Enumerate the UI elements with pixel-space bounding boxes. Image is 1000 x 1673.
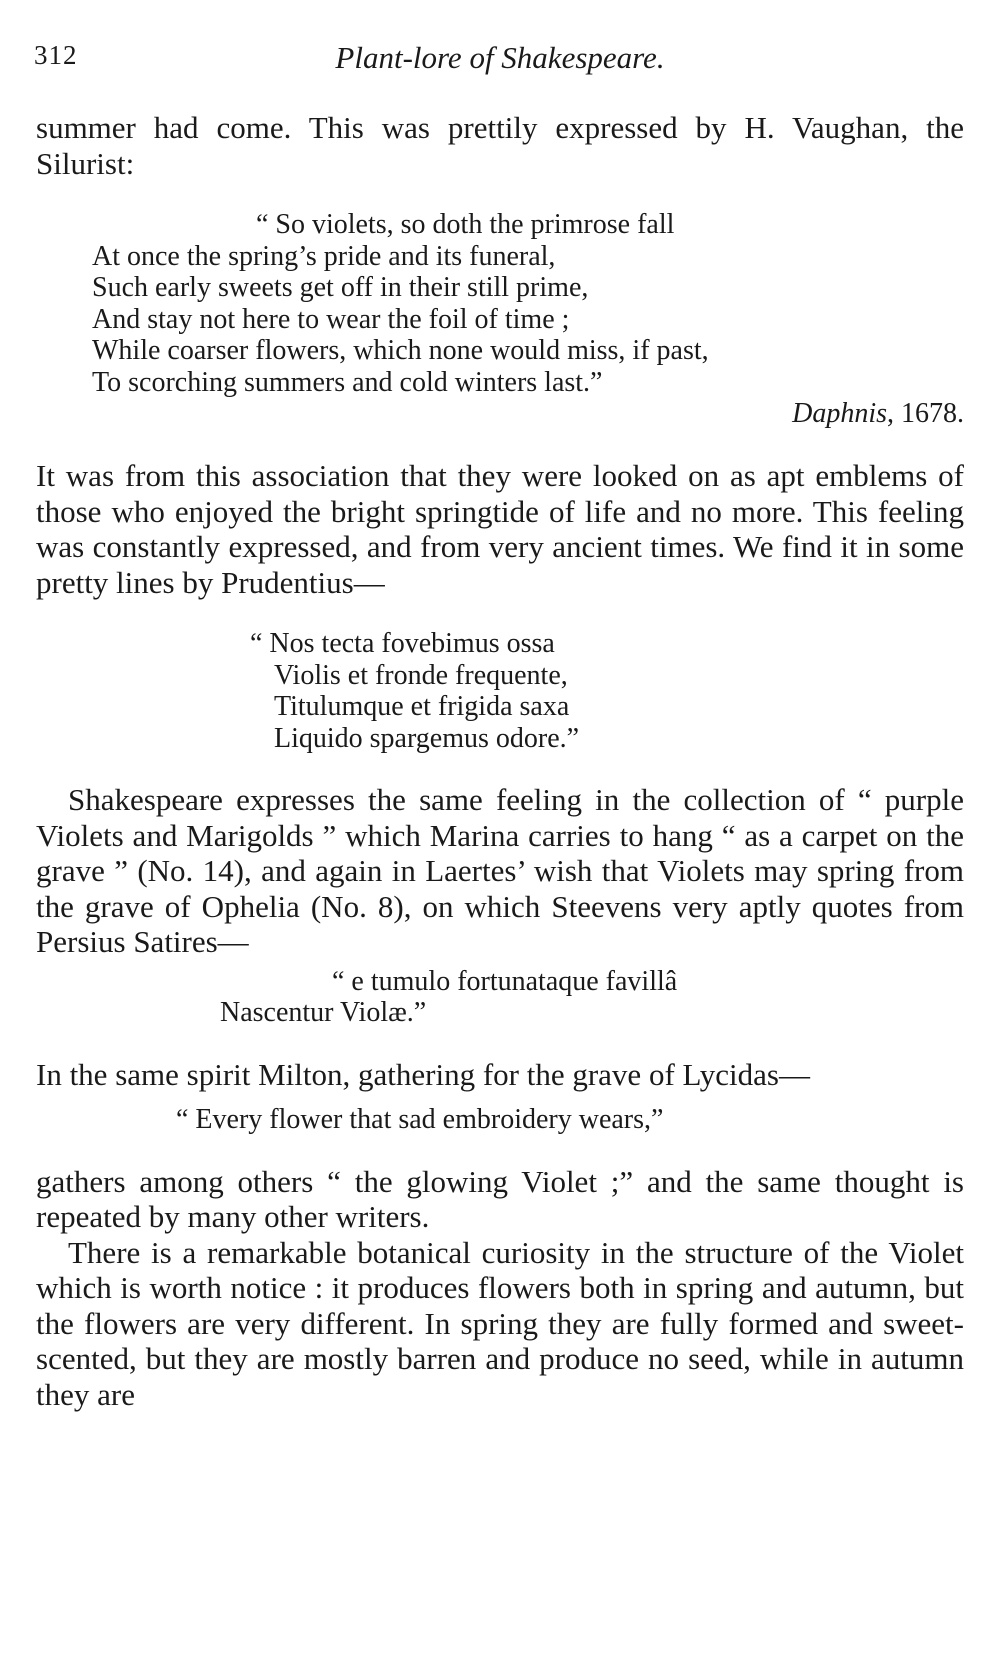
quote-line: “ Every flower that sad embroidery wears,” (176, 1104, 664, 1135)
paragraph-6: There is a remarkable botanical curiosity in the structure of the Violet which is worth notice : it produces flowers both in spring and autumn, but the flowers are very different. In spring they are fully formed and sweet-scented, but they are mostly barren and produce no seed, while in autumn they are (36, 1234, 964, 1412)
poem-line: While coarser flowers, which none would miss, if past, (92, 335, 709, 366)
poem-line: Such early sweets get off in their still prime, (92, 272, 589, 303)
poem-line: To scorching summers and cold winters last.” (92, 366, 603, 398)
page-number: 312 (34, 40, 78, 70)
vaughan-poem (36, 209, 964, 398)
attribution-year: , 1678. (887, 398, 964, 429)
quote-line: “ e tumulo fortunataque favillâ (332, 965, 678, 997)
persius-quote (36, 966, 964, 1029)
attribution-title: Daphnis (792, 398, 887, 429)
poem-line: And stay not here to wear the foil of time ; (92, 303, 570, 335)
page-body (36, 110, 964, 1412)
paragraph-3: Shakespeare expresses the same feeling in the collection of “ purple Violets and Marigolds ” which Marina carries to hang “ as a carpet on the grave ” (No. 14), and again in Laertes’ wish that Violets may spring from the grave of Ophelia (No. 8), on which Steevens very aptly quotes from Persius Satires— (36, 782, 964, 959)
prudentius-poem (36, 628, 964, 754)
poem-line: Violis et fronde frequente, (274, 659, 568, 691)
poem-line: “ So violets, so doth the primrose fall (256, 209, 675, 240)
paragraph-5: gathers among others “ the glowing Violet ;” and the same thought is repeated by many other writers. (36, 1163, 964, 1234)
quote-line: Nascentur Violæ.” (220, 997, 427, 1028)
paragraph-4: In the same spirit Milton, gathering for the grave of Lycidas— (36, 1056, 810, 1092)
poem-line: Titulumque et frigida saxa (274, 691, 570, 722)
poem-attribution (36, 398, 964, 430)
page-header (34, 40, 966, 80)
milton-quote (36, 1104, 964, 1136)
poem-line: At once the spring’s pride and its funeral, (92, 240, 556, 272)
paragraph-1: summer had come. This was prettily expressed by H. Vaughan, the Silurist: (36, 110, 964, 181)
poem-line: Liquido spargemus odore.” (274, 722, 580, 754)
paragraph-2: It was from this association that they were looked on as apt emblems of those who enjoyed the bright springtide of life and no more. This feeling was constantly expressed, and from very ancient times. We find it in some pretty lines by Prudentius— (36, 458, 964, 600)
running-title: Plant-lore of Shakespeare. (335, 40, 665, 75)
poem-line: “ Nos tecta fovebimus ossa (250, 628, 555, 659)
